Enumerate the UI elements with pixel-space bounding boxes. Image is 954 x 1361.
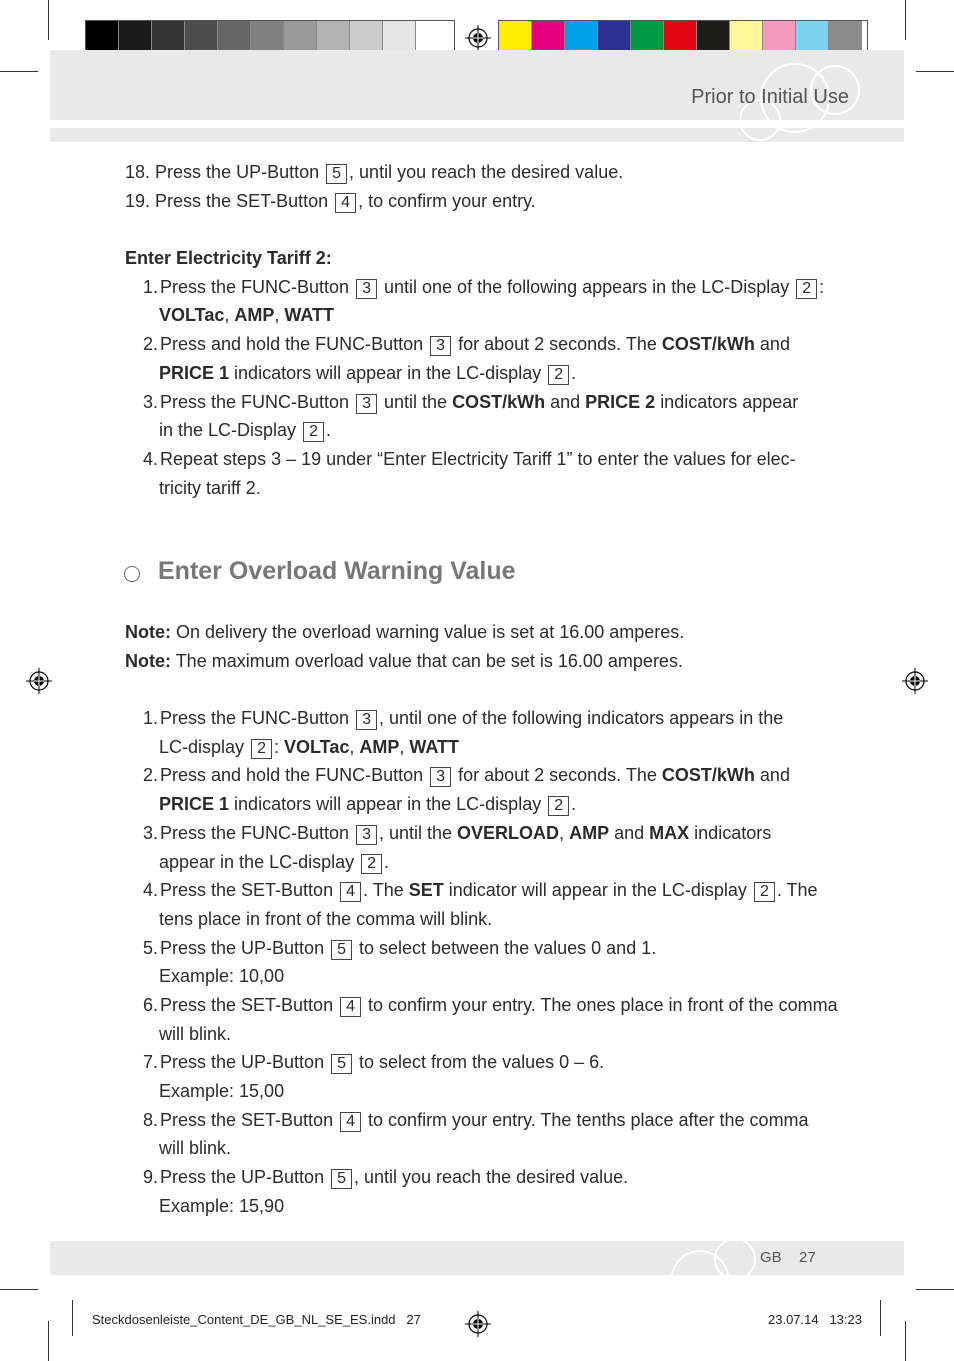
step-text: to confirm your entry. The ones place in front of the comma (368, 994, 838, 1015)
step-number: 3. (142, 822, 158, 843)
separator: , (224, 305, 235, 326)
indicator-keyword: PRICE 1 (159, 794, 230, 815)
indicator-keyword: VOLTac (284, 736, 350, 757)
step-text: until the (384, 391, 448, 412)
list-item (125, 1106, 845, 1135)
button-ref-box: 5 (331, 1054, 352, 1074)
button-ref-box: 3 (430, 767, 451, 787)
step-text: . (325, 420, 331, 441)
crop-mark (0, 1289, 38, 1290)
crop-mark (905, 0, 906, 40)
display-ref-box: 2 (548, 796, 569, 816)
indicator-keyword: VOLTac (159, 305, 225, 326)
list-item (125, 388, 845, 417)
separator: , (349, 736, 360, 757)
list-item-cont (125, 790, 845, 819)
step-text: Press the UP-Button (155, 162, 320, 182)
indicator-keyword: PRICE 1 (159, 362, 230, 383)
step-text: will blink. (159, 1138, 232, 1159)
step-text: , until the (378, 822, 453, 843)
list-item-cont (125, 1077, 845, 1106)
button-ref-box: 4 (340, 997, 361, 1017)
list-item (125, 819, 845, 848)
indicator-keyword: SET (408, 880, 444, 901)
step-text: for about 2 seconds. The (458, 334, 657, 355)
list-item-cont (125, 733, 845, 762)
step-number: 6. (142, 994, 158, 1015)
step-number: 1. (142, 708, 158, 729)
step-text: indicators will appear in the LC-display (234, 794, 542, 815)
button-ref-box: 4 (335, 193, 356, 213)
step-text: Press the UP-Button (160, 1052, 325, 1073)
indicator-keyword: MAX (649, 822, 690, 843)
step-number: 18. (125, 162, 151, 182)
step-text: : (273, 736, 279, 757)
crop-mark (880, 1300, 881, 1336)
list-item (125, 991, 845, 1020)
subheading (125, 244, 845, 273)
step-text: Press the FUNC-Button (160, 708, 350, 729)
list-item (125, 158, 845, 187)
step-text: : (819, 276, 825, 297)
list-item-cont (125, 359, 845, 388)
step-text: will blink. (159, 1023, 232, 1044)
indicator-keyword: COST/kWh (661, 765, 755, 786)
button-ref-box: 5 (331, 940, 352, 960)
note-text: On delivery the overload warning value is set at 16.00 amperes. (176, 622, 685, 642)
step-number: 2. (142, 334, 158, 355)
step-text: and (550, 391, 581, 412)
spacer (125, 675, 845, 704)
button-ref-box: 3 (356, 279, 377, 299)
step-number: 9. (142, 1167, 158, 1188)
list-item (125, 876, 845, 905)
step-text: indicators (694, 822, 772, 843)
step-number: 7. (142, 1052, 158, 1073)
step-text: Press the FUNC-Button (160, 822, 350, 843)
step-text: in the LC-Display (159, 420, 297, 441)
list-item (125, 273, 845, 302)
button-ref-box: 5 (326, 164, 347, 184)
footer-lang: GB (760, 1249, 782, 1266)
step-text: appear in the LC-display (159, 851, 355, 872)
slug-filename: Steckdosenleiste_Content_DE_GB_NL_SE_ES.indd (92, 1312, 396, 1327)
list-item (125, 704, 845, 733)
slug-file (92, 1312, 421, 1327)
registration-mark-icon (465, 1311, 491, 1337)
indicator-keyword: PRICE 2 (585, 391, 656, 412)
display-ref-box: 2 (754, 882, 775, 902)
list-item-cont (125, 848, 845, 877)
list-item-cont (125, 416, 845, 445)
display-ref-box: 2 (548, 365, 569, 385)
registration-mark-icon (465, 25, 491, 51)
example-text: Example: 15,90 (159, 1195, 285, 1216)
step-text: Press the UP-Button (160, 1167, 325, 1188)
note-label: Note: (125, 622, 171, 642)
step-text: tricity tariff 2. (159, 477, 261, 498)
list-item (125, 1048, 845, 1077)
button-ref-box: 3 (430, 336, 451, 356)
separator: , (399, 736, 410, 757)
step-text: Press the SET-Button (155, 190, 329, 211)
list-item (125, 445, 845, 474)
crop-mark (0, 71, 38, 72)
step-text: to confirm your entry. The tenths place after the comma (368, 1109, 809, 1130)
step-number: 8. (142, 1109, 158, 1130)
step-number: 3. (142, 391, 158, 412)
note-label: Note: (125, 650, 171, 671)
slug-time-value: 13:23 (829, 1312, 862, 1327)
crop-mark (916, 71, 954, 72)
indicator-keyword: AMP (569, 822, 610, 843)
indicator-keyword: COST/kWh (452, 391, 546, 412)
body-text (125, 158, 845, 502)
button-ref-box: 4 (340, 882, 361, 902)
step-text: , until you reach the desired value. (354, 1167, 629, 1188)
step-text: Press the FUNC-Button (160, 276, 350, 297)
button-ref-box: 5 (331, 1169, 352, 1189)
step-text: Press the SET-Button (160, 1109, 334, 1130)
crop-mark (905, 1321, 906, 1361)
step-text: . The (776, 880, 818, 901)
step-text: and (759, 765, 790, 786)
step-text: indicator will appear in the LC-display (448, 880, 747, 901)
indicator-keyword: WATT (409, 736, 460, 757)
list-item-cont (125, 1192, 845, 1221)
list-item (125, 330, 845, 359)
display-ref-box: 2 (303, 422, 324, 442)
note-text: The maximum overload value that can be set is 16.00 amperes. (175, 650, 683, 671)
list-item-cont (125, 1020, 845, 1049)
step-text: to select from the values 0 – 6. (359, 1052, 605, 1073)
note (125, 618, 845, 647)
step-text: and (614, 822, 645, 843)
list-item-cont (125, 1134, 845, 1163)
button-ref-box: 3 (356, 710, 377, 730)
example-text: Example: 15,00 (159, 1081, 285, 1101)
indicator-keyword: COST/kWh (661, 334, 755, 355)
decorative-circles-icon (660, 1241, 760, 1275)
step-number: 4. (142, 880, 158, 901)
step-text: Repeat steps 3 – 19 under “Enter Electricity Tariff 1” to enter the values for elec- (160, 448, 796, 469)
step-text: . (571, 794, 577, 815)
step-text: . (571, 362, 577, 383)
indicator-keyword: OVERLOAD (457, 822, 560, 843)
tariff2-heading: Enter Electricity Tariff 2: (125, 248, 332, 269)
list-item-cont (125, 474, 845, 503)
slug-date-value: 23.07.14 (768, 1312, 819, 1327)
step-text: , until you reach the desired value. (349, 162, 624, 182)
display-ref-box: 2 (361, 854, 382, 874)
button-ref-box: 3 (356, 394, 377, 414)
step-text: for about 2 seconds. The (458, 765, 657, 786)
step-text: , until one of the following indicators appears in the (378, 708, 784, 729)
list-item (125, 187, 845, 216)
section-heading: Enter Overload Warning Value (158, 557, 516, 585)
page-number: 27 (799, 1249, 816, 1266)
indicator-keyword: AMP (234, 305, 275, 326)
list-item-cont (125, 962, 845, 991)
step-text: Press the SET-Button (160, 994, 334, 1015)
step-text: indicators appear (660, 391, 799, 412)
crop-mark (916, 1289, 954, 1290)
step-text: indicators will appear in the LC-display (234, 362, 542, 383)
slug-date (768, 1312, 862, 1327)
step-text: . The (363, 880, 404, 901)
step-number: 2. (142, 765, 158, 786)
crop-mark (48, 0, 49, 40)
step-number: 5. (142, 937, 158, 958)
section-bullet-icon (124, 566, 140, 582)
indicator-keyword: AMP (359, 736, 400, 757)
display-ref-box: 2 (796, 279, 817, 299)
crop-mark (48, 1321, 49, 1361)
step-text: tens place in front of the comma will blink. (159, 908, 493, 929)
list-item-cont (125, 905, 845, 934)
display-ref-box: 2 (251, 739, 272, 759)
step-text: , to confirm your entry. (358, 190, 536, 211)
step-text: to select between the values 0 and 1. (359, 937, 657, 958)
button-ref-box: 4 (340, 1112, 361, 1132)
step-text: . (384, 851, 390, 872)
step-text: Press and hold the FUNC-Button (160, 765, 424, 786)
note (125, 647, 845, 676)
step-number: 1. (142, 276, 158, 297)
body-text (125, 618, 845, 1220)
page-section-title: Prior to Initial Use (691, 86, 849, 108)
step-number: 19. (125, 190, 151, 211)
list-item (125, 761, 845, 790)
separator: , (274, 305, 285, 326)
step-text: Press the FUNC-Button (160, 391, 350, 412)
list-item (125, 934, 845, 963)
spacer (125, 215, 845, 244)
step-text: Press the SET-Button (160, 880, 334, 901)
list-item-cont (125, 301, 845, 330)
list-item (125, 1163, 845, 1192)
indicator-keyword: WATT (284, 305, 335, 326)
step-text: until one of the following appears in the LC-Display (384, 276, 790, 297)
step-text: and (759, 334, 790, 355)
step-text: LC-display (159, 736, 245, 757)
button-ref-box: 3 (356, 825, 377, 845)
crop-mark (72, 1300, 73, 1336)
step-text: Press and hold the FUNC-Button (160, 334, 424, 355)
step-text: Press the UP-Button (160, 937, 325, 958)
example-text: Example: 10,00 (159, 966, 285, 987)
registration-mark-icon (26, 668, 52, 694)
step-number: 4. (142, 448, 158, 469)
registration-mark-icon (902, 668, 928, 694)
separator: , (559, 822, 570, 843)
slug-page: 27 (406, 1312, 421, 1327)
